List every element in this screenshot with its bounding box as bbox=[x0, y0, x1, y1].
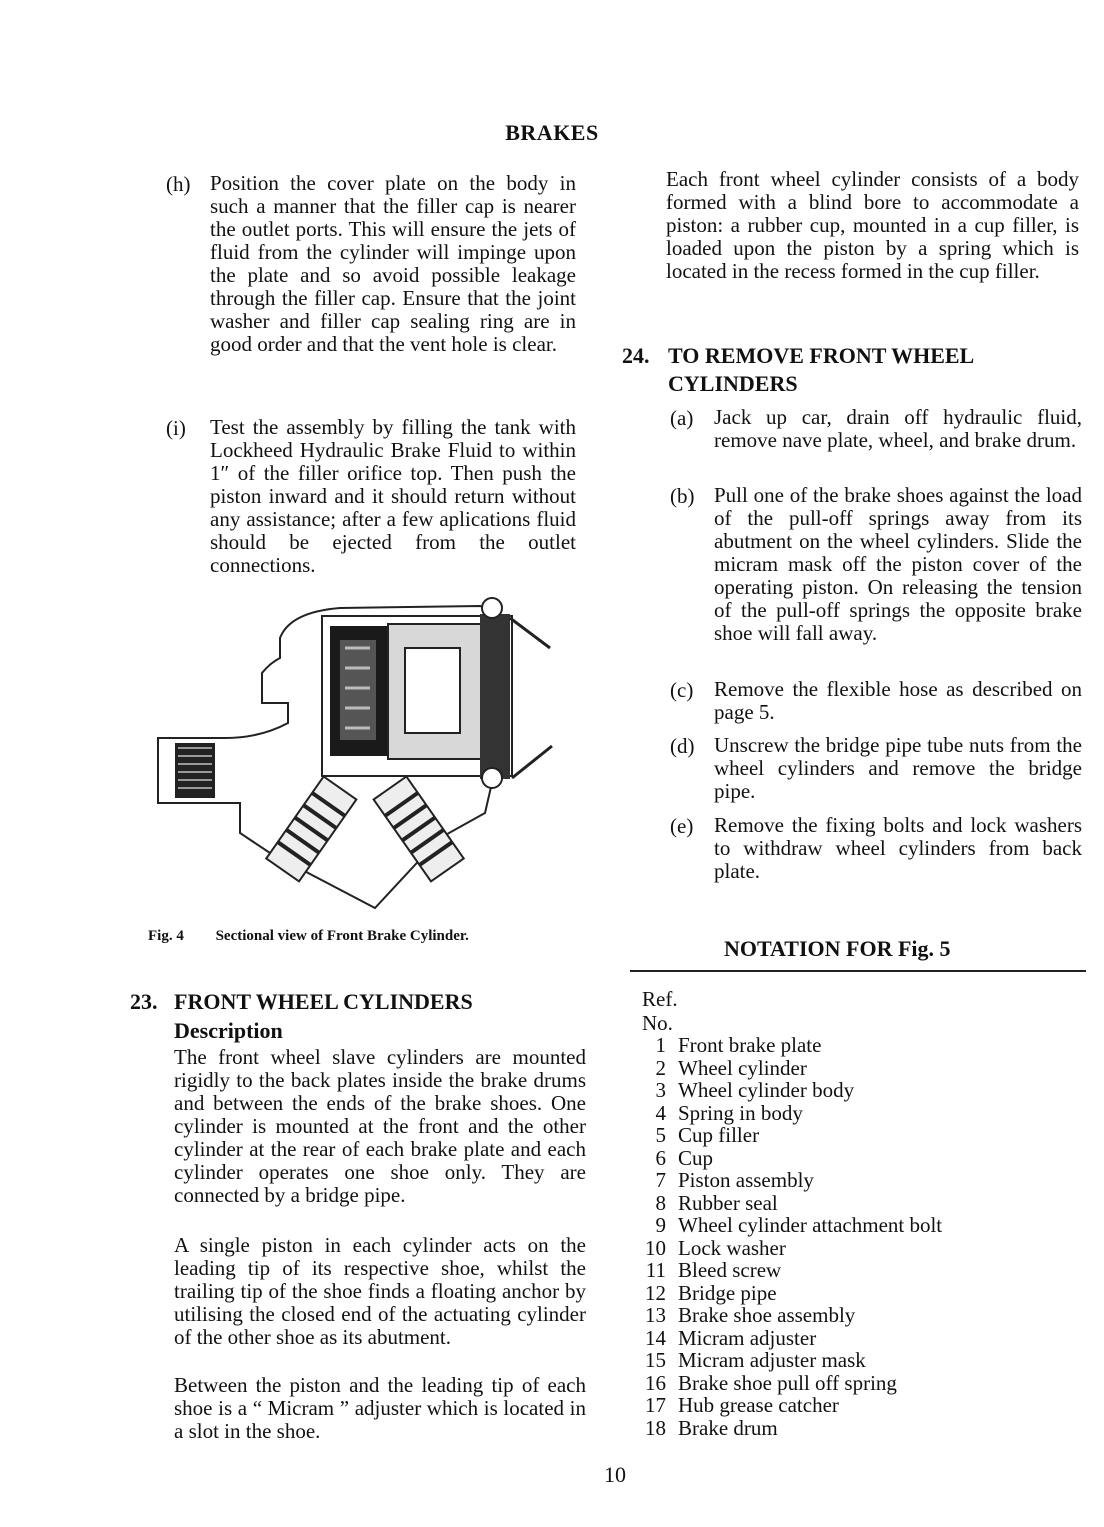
page-number: 10 bbox=[604, 1462, 626, 1487]
brake-cylinder-diagram bbox=[140, 588, 580, 913]
list-item: 13 Brake shoe assembly bbox=[645, 1303, 856, 1327]
list-item: 16 Brake shoe pull off spring bbox=[645, 1370, 897, 1395]
item-text: Remove the fixing bolts and lock washers to withdraw wheel cylinders from back plate. bbox=[714, 813, 1082, 883]
list-item: 2 Wheel cylinder bbox=[655, 1055, 807, 1080]
notation-divider bbox=[630, 970, 1086, 972]
list-item: 4 Spring in body bbox=[655, 1100, 803, 1125]
item-text: Remove the flexible hose as described on page 5. bbox=[714, 677, 1082, 724]
list-item: 1 Front brake plate bbox=[655, 1033, 822, 1057]
notation-ref-label: Ref. bbox=[642, 987, 678, 1011]
figure-caption bbox=[148, 928, 469, 945]
list-item: 9 Wheel cylinder attachment bolt bbox=[655, 1213, 943, 1237]
list-item-b bbox=[670, 484, 1082, 668]
section-23-paragraph-2: A single piston in each cylinder acts on the leading tip of its respective shoe, whilst the trailing tip of the shoe finds a floating anchor by utilising the closed end of the actuating cylinder of the other shoe as its abutment. bbox=[174, 1233, 586, 1349]
list-item: 7 Piston assembly bbox=[655, 1168, 814, 1192]
item-label: (c) bbox=[670, 678, 694, 702]
list-item: 5 Cup filler bbox=[655, 1123, 760, 1147]
list-item: 10 Lock washer bbox=[645, 1235, 786, 1260]
list-item-a bbox=[670, 406, 1082, 478]
list-item: 6 Cup bbox=[655, 1145, 714, 1170]
item-text: Pull one of the brake shoes against the load of the pull-off springs away from its abutment on the wheel cylinders. Slide the micram mask off the piston cover of the operating piston. On releasing the tension of the pull-off springs the opposite brake shoe will fall away. bbox=[714, 483, 1082, 645]
list-item-e bbox=[670, 814, 1082, 886]
item-label: (e) bbox=[670, 814, 694, 838]
item-text: Test the assembly by filling the tank with Lockheed Hydraulic Brake Fluid to within 1″ of the filler orifice top. Then push the piston inward and it should return without any assistance; after a few aplications fluid should be ejected from the outlet connections. bbox=[210, 415, 576, 577]
section-23-heading: FRONT WHEEL CYLINDERS bbox=[174, 989, 473, 1014]
list-item: 8 Rubber seal bbox=[655, 1190, 778, 1215]
item-text: Unscrew the bridge pipe tube nuts from the wheel cylinders and remove the bridge pipe. bbox=[714, 733, 1082, 803]
figure-caption-text: Sectional view of Front Brake Cylinder. bbox=[215, 928, 469, 944]
item-label: (i) bbox=[166, 416, 186, 440]
list-item: 11 Bleed screw bbox=[645, 1258, 782, 1282]
notation-no-label: No. bbox=[642, 1011, 673, 1035]
section-23-number: 23. bbox=[130, 989, 158, 1014]
page-title: BRAKES bbox=[505, 120, 599, 145]
section-23-subheading: Description bbox=[174, 1018, 283, 1043]
list-item-d bbox=[670, 734, 1082, 806]
section-23-paragraph-1: The front wheel slave cylinders are mounted rigidly to the back plates inside the brake drums and between the ends of the brake shoes. One cylinder is mounted at the front and the other cylinder at the rear of each brake plate and each cylinder operates one shoe only. They are connected by a bridge pipe. bbox=[174, 1045, 586, 1207]
item-label: (a) bbox=[670, 406, 694, 430]
list-item-c bbox=[670, 678, 1082, 726]
section-24-number: 24. bbox=[622, 343, 650, 368]
list-item: 12 Bridge pipe bbox=[645, 1280, 777, 1305]
notation-heading: NOTATION FOR Fig. 5 bbox=[724, 936, 951, 961]
section-24-heading-line2: CYLINDERS bbox=[668, 371, 798, 396]
right-intro-paragraph: Each front wheel cylinder consists of a body formed with a blind bore to accommodate a piston: a rubber cup, mounted in a cup filler, is loaded upon the piston by a spring which is located in the recess formed in the cup filler. bbox=[666, 167, 1079, 283]
item-label: (h) bbox=[166, 172, 191, 196]
item-label: (b) bbox=[670, 484, 695, 508]
section-24-heading-line1: TO REMOVE FRONT WHEEL bbox=[668, 343, 975, 368]
section-23-paragraph-3: Between the piston and the leading tip of each shoe is a “ Micram ” adjuster which is located in a slot in the shoe. bbox=[174, 1373, 586, 1443]
list-item: 3 Wheel cylinder body bbox=[655, 1078, 855, 1102]
item-text: Position the cover plate on the body in such a manner that the filler cap is nearer the outlet ports. This will ensure the jets of fluid from the cylinder will impinge upon the plate and so avoid possible leakage through the filler cap. Ensure that the joint washer and filler cap sealing ring are in good order and that the vent hole is clear. bbox=[210, 171, 576, 356]
figure-caption-label: Fig. 4 bbox=[148, 928, 184, 944]
list-item-i bbox=[166, 416, 578, 576]
notation-list bbox=[636, 1034, 1076, 1444]
list-item: 17 Hub grease catcher bbox=[645, 1393, 839, 1417]
list-item: 18 Brake drum bbox=[645, 1415, 778, 1440]
list-item: 14 Micram adjuster bbox=[645, 1325, 817, 1350]
list-item-h bbox=[166, 172, 578, 402]
list-item: 15 Micram adjuster mask bbox=[645, 1348, 866, 1372]
item-label: (d) bbox=[670, 734, 695, 758]
item-text: Jack up car, drain off hydraulic fluid, remove nave plate, wheel, and brake drum. bbox=[714, 405, 1082, 452]
